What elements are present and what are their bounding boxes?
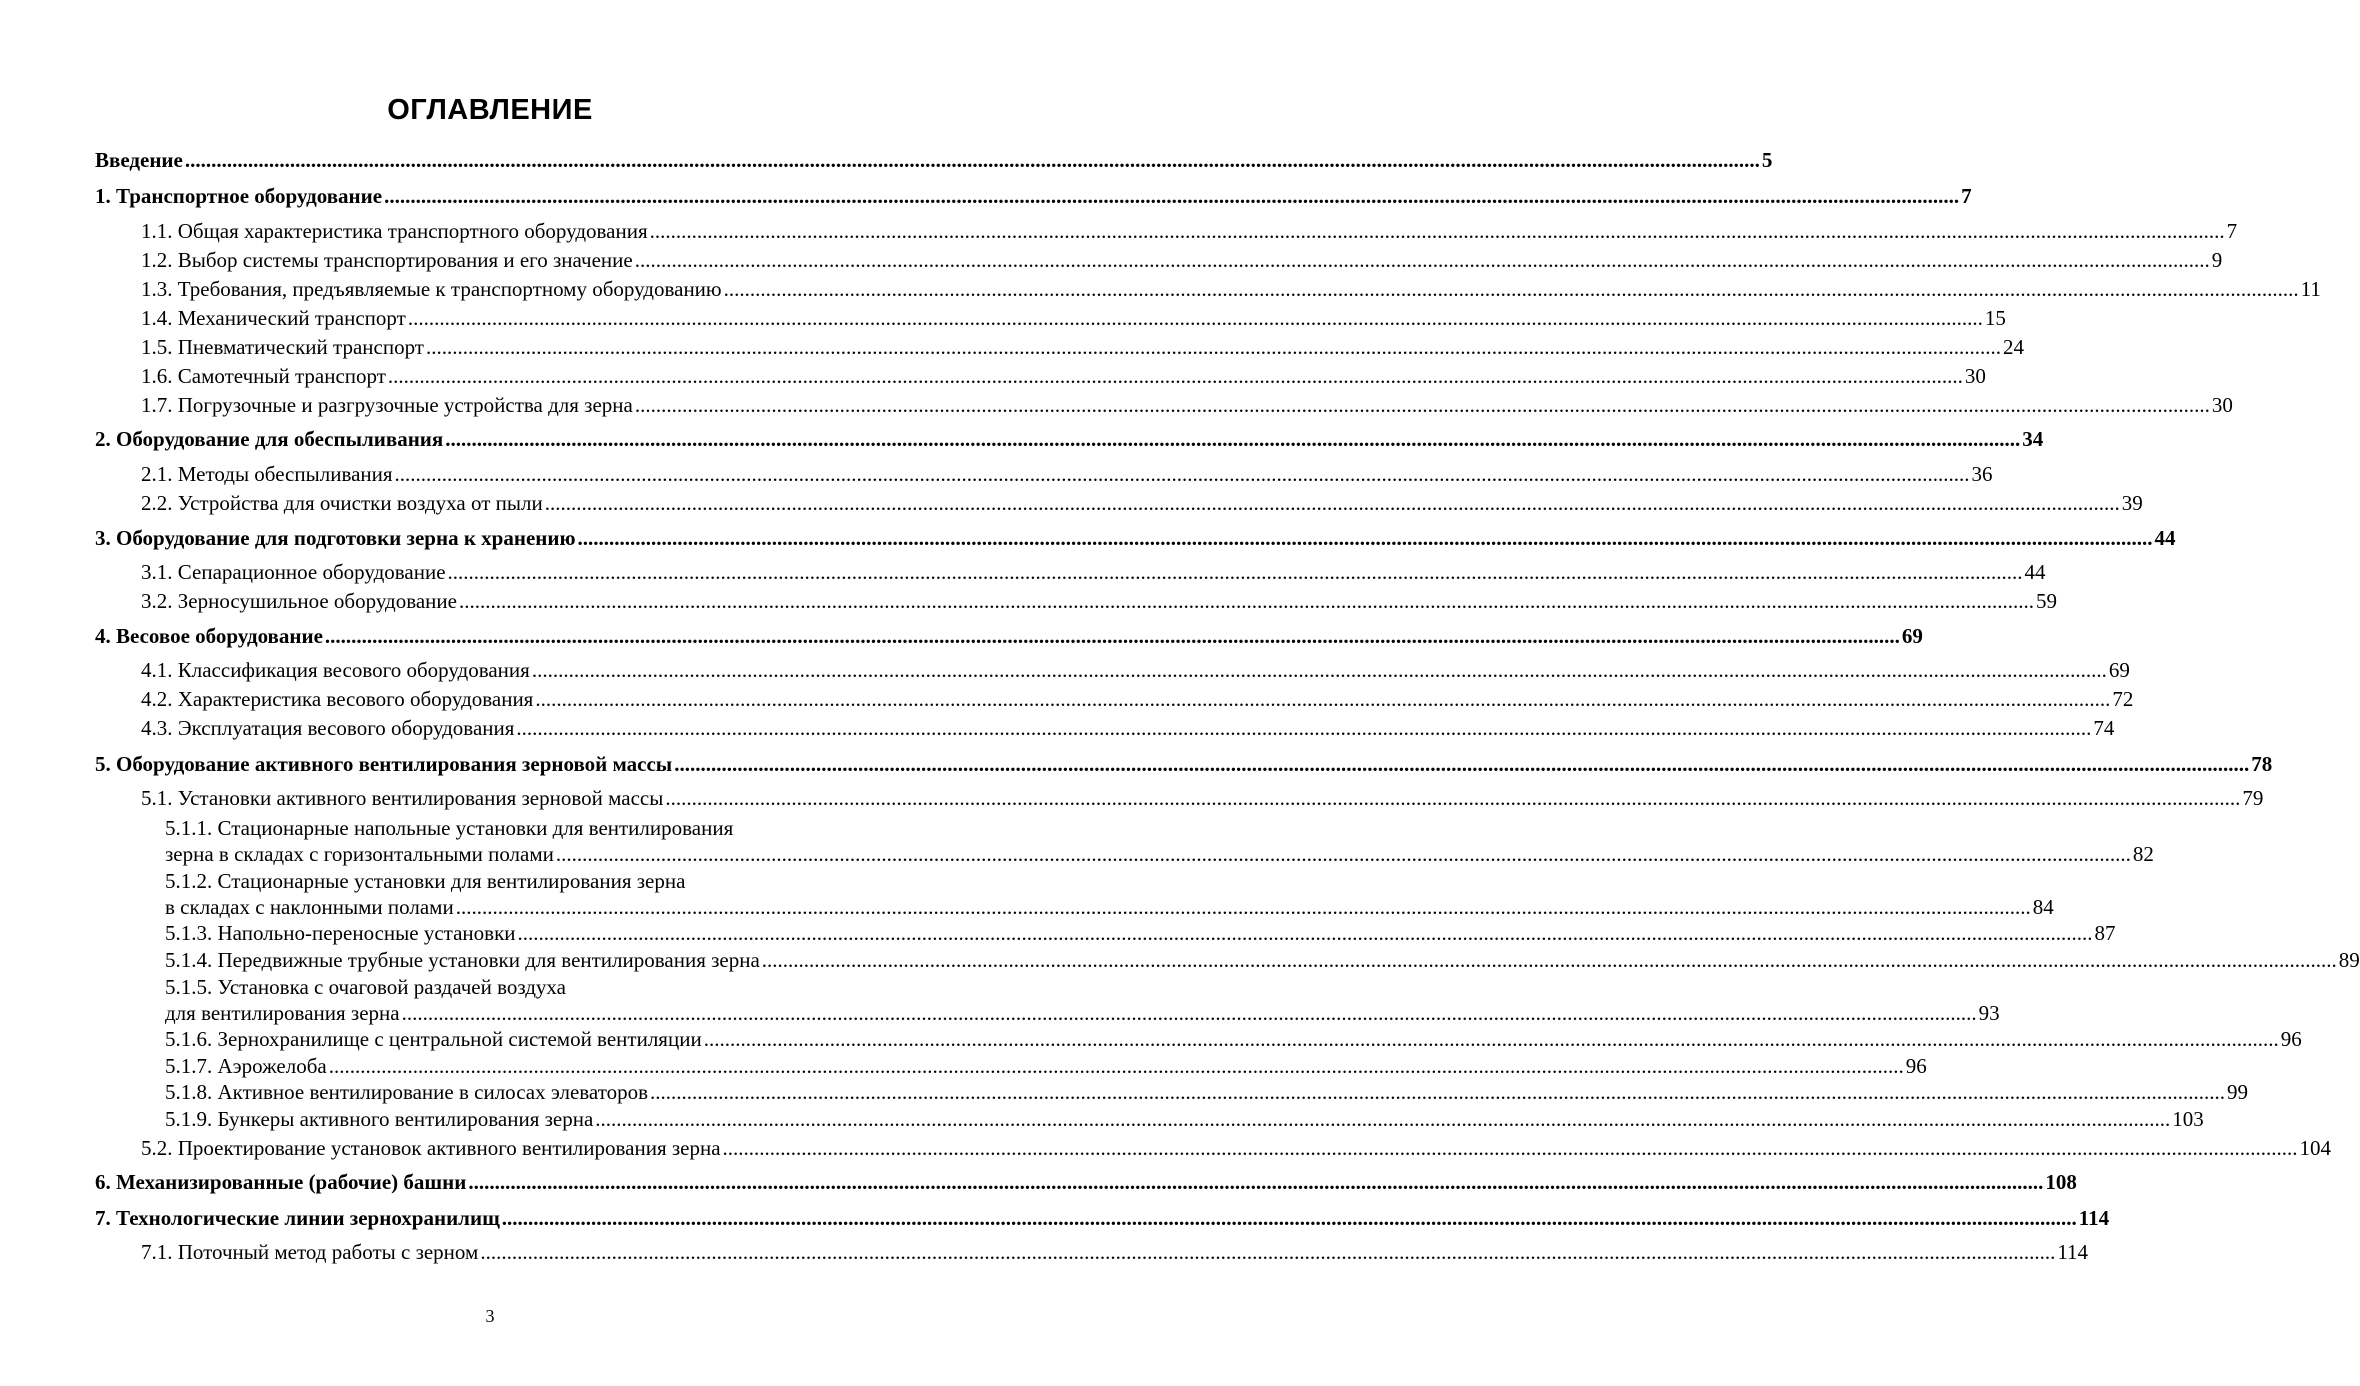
toc-entry-label: 6. Механизированные (рабочие) башни <box>95 1170 467 1194</box>
toc-page-number: 89 <box>2338 948 2360 972</box>
dot-leader: ............................................................................................................................................................................................................................................................................................................ <box>577 526 2153 550</box>
dot-leader: ............................................................................................................................................................................................................................................................................................................ <box>447 560 2023 584</box>
toc-page-number: 104 <box>2299 1136 2332 1160</box>
dot-leader: ............................................................................................................................................................................................................................................................................................................ <box>516 716 2092 740</box>
toc-entry-label: 2. Оборудование для обеспыливания <box>95 427 444 451</box>
toc-page-number: 78 <box>2251 752 2273 776</box>
toc-page-number: 114 <box>2057 1240 2089 1264</box>
toc-entry-label: 3. Оборудование для подготовки зерна к хранению <box>95 526 576 550</box>
toc-subsection[interactable] <box>165 841 2154 867</box>
toc-entry-label: 1.1. Общая характеристика транспортного оборудования <box>141 219 648 243</box>
toc-entry-label: 2.1. Методы обеспыливания <box>141 462 393 486</box>
page-number: 3 <box>485 1306 495 1326</box>
toc-chapter[interactable] <box>95 623 1923 649</box>
toc-page-number: 96 <box>2280 1027 2302 1051</box>
toc-entry-first-line: 5.1.5. Установка с очаговой раздачей воздуха <box>165 975 566 999</box>
toc-entry-label: зерна в складах с горизонтальными полами <box>165 842 554 866</box>
toc-subsection[interactable] <box>165 1053 1927 1079</box>
toc-section[interactable] <box>141 686 2134 712</box>
toc-entry-label: в складах с наклонными полами <box>165 895 454 919</box>
toc-chapter[interactable] <box>95 183 1972 209</box>
toc-section[interactable] <box>141 305 2006 331</box>
page-title: ОГЛАВЛЕНИЕ <box>387 94 593 126</box>
toc-section[interactable] <box>141 490 2143 516</box>
toc-section[interactable] <box>141 276 2321 302</box>
toc-section[interactable] <box>141 392 2233 418</box>
toc-entry-label: 5. Оборудование активного вентилирования зерновой массы <box>95 752 673 776</box>
toc-page-number: 108 <box>2045 1170 2077 1194</box>
toc-entry-label: 1.3. Требования, предъявляемые к транспортному оборудованию <box>141 277 722 301</box>
dot-leader: ............................................................................................................................................................................................................................................................................................................ <box>517 921 2093 945</box>
toc-entry-label: 1.6. Самотечный транспорт <box>141 364 386 388</box>
dot-leader: ............................................................................................................................................................................................................................................................................................................ <box>445 427 2021 451</box>
toc-entry-first-line: 5.1.1. Стационарные напольные установки для вентилирования <box>165 816 734 840</box>
toc-page-number: 44 <box>2154 526 2176 550</box>
dot-leader: ............................................................................................................................................................................................................................................................................................................ <box>425 335 2001 359</box>
dot-leader: ............................................................................................................................................................................................................................................................................................................ <box>634 248 2210 272</box>
dot-leader: ............................................................................................................................................................................................................................................................................................................ <box>674 752 2250 776</box>
toc-entry-label: 1.2. Выбор системы транспортирования и его значение <box>141 248 633 272</box>
dot-leader: ............................................................................................................................................................................................................................................................................................................ <box>531 658 2107 682</box>
toc-page-number: 15 <box>1984 306 2006 330</box>
dot-leader: ............................................................................................................................................................................................................................................................................................................ <box>761 948 2337 972</box>
toc-entry-label: 5.1.7. Аэрожелоба <box>165 1054 327 1078</box>
dot-leader: ............................................................................................................................................................................................................................................................................................................ <box>544 491 2120 515</box>
toc-page-number: 30 <box>2211 393 2233 417</box>
toc-entry-label: 5.1.6. Зернохранилище с центральной системой вентиляции <box>165 1027 702 1051</box>
toc-page-number: 11 <box>2300 277 2321 301</box>
toc-section[interactable] <box>141 218 2238 244</box>
toc-section[interactable] <box>141 461 1993 487</box>
toc-section[interactable] <box>141 1239 2089 1265</box>
toc-entry-label: 4. Весовое оборудование <box>95 624 323 648</box>
toc-subsection[interactable] <box>165 1106 2204 1132</box>
toc-page-number: 7 <box>1961 184 1972 208</box>
dot-leader: ............................................................................................................................................................................................................................................................................................................ <box>722 1136 2298 1160</box>
dot-leader: ............................................................................................................................................................................................................................................................................................................ <box>394 462 1970 486</box>
dot-leader: ............................................................................................................................................................................................................................................................................................................ <box>535 687 2111 711</box>
toc-section[interactable] <box>141 1135 2332 1161</box>
toc-page-number: 74 <box>2093 716 2115 740</box>
toc-page-number: 5 <box>1761 148 1773 172</box>
toc-subsection[interactable] <box>165 920 2116 946</box>
toc-entry-label: 2.2. Устройства для очистки воздуха от пыли <box>141 491 543 515</box>
toc-page-number: 69 <box>2108 658 2130 682</box>
toc-page-number: 84 <box>2032 895 2054 919</box>
dot-leader: ............................................................................................................................................................................................................................................................................................................ <box>595 1107 2171 1131</box>
toc-section[interactable] <box>141 588 2057 614</box>
toc-page-number: 103 <box>2172 1107 2204 1131</box>
toc-entry-label: 4.2. Характеристика весового оборудования <box>141 687 534 711</box>
toc-entry-label: 1. Транспортное оборудование <box>95 184 383 208</box>
toc-page-number: 59 <box>2035 589 2057 613</box>
toc-entry-label: 4.3. Эксплуатация весового оборудования <box>141 716 515 740</box>
toc-page-number: 30 <box>1964 364 1986 388</box>
toc-entry-label: 3.2. Зерносушильное оборудование <box>141 589 457 613</box>
toc-subsection[interactable] <box>165 1079 2249 1105</box>
toc-page-number: 44 <box>2024 560 2046 584</box>
dot-leader: ............................................................................................................................................................................................................................................................................................................ <box>401 1001 1977 1025</box>
toc-entry-label: 5.1.9. Бункеры активного вентилирования зерна <box>165 1107 594 1131</box>
toc-page-number: 24 <box>2002 335 2024 359</box>
toc-chapter[interactable] <box>95 1169 2077 1195</box>
toc-section[interactable] <box>141 247 2223 273</box>
dot-leader: ............................................................................................................................................................................................................................................................................................................ <box>387 364 1963 388</box>
toc-subsection[interactable] <box>165 1026 2302 1052</box>
toc-entry-label: 1.5. Пневматический транспорт <box>141 335 424 359</box>
toc-entry-label: 5.1.3. Напольно-переносные установки <box>165 921 516 945</box>
toc-page-number: 87 <box>2094 921 2116 945</box>
toc-chapter[interactable] <box>95 751 2273 777</box>
toc-entry-label: 5.1.8. Активное вентилирование в силосах элеваторов <box>165 1080 649 1104</box>
dot-leader: ............................................................................................................................................................................................................................................................................................................ <box>458 589 2034 613</box>
toc-section[interactable] <box>141 657 2130 683</box>
dot-leader: ............................................................................................................................................................................................................................................................................................................ <box>407 306 1983 330</box>
toc-page-number: 34 <box>2022 427 2044 451</box>
dot-leader: ............................................................................................................................................................................................................................................................................................................ <box>649 219 2225 243</box>
toc-section[interactable] <box>141 559 2046 585</box>
toc-entry-label: 3.1. Сепарационное оборудование <box>141 560 446 584</box>
toc-chapter[interactable] <box>95 525 2176 551</box>
toc-page-number: 72 <box>2112 687 2134 711</box>
toc-page-number: 114 <box>2078 1206 2110 1230</box>
toc-entry-label: 5.2. Проектирование установок активного вентилирования зерна <box>141 1136 721 1160</box>
toc-entry-label: 1.4. Механический транспорт <box>141 306 406 330</box>
dot-leader: ............................................................................................................................................................................................................................................................................................................ <box>184 148 1760 172</box>
toc-entry-label: 7.1. Поточный метод работы с зерном <box>141 1240 479 1264</box>
toc-entry-first-line: 5.1.2. Стационарные установки для вентилирования зерна <box>165 869 686 893</box>
toc-section[interactable] <box>141 715 2115 741</box>
toc-chapter[interactable] <box>95 1205 2110 1231</box>
toc-page-number: 39 <box>2121 491 2143 515</box>
toc-entry-label: Введение <box>95 148 183 172</box>
dot-leader: ............................................................................................................................................................................................................................................................................................................ <box>468 1170 2044 1194</box>
toc-subsection[interactable] <box>165 947 2360 973</box>
toc-section[interactable] <box>141 363 1986 389</box>
toc-entry-label: 5.1. Установки активного вентилирования зерновой массы <box>141 786 664 810</box>
toc-entry-label: 1.7. Погрузочные и разгрузочные устройства для зерна <box>141 393 633 417</box>
toc-entry-label: для вентилирования зерна <box>165 1001 400 1025</box>
toc-subsection[interactable] <box>165 1000 2000 1026</box>
toc-entry-label: 4.1. Классификация весового оборудования <box>141 658 530 682</box>
toc-page-number: 69 <box>1901 624 1923 648</box>
toc-page-number: 99 <box>2227 1080 2249 1104</box>
toc-chapter[interactable] <box>95 426 2044 452</box>
dot-leader: ............................................................................................................................................................................................................................................................................................................ <box>384 184 1960 208</box>
dot-leader: ............................................................................................................................................................................................................................................................................................................ <box>501 1206 2077 1230</box>
dot-leader: ............................................................................................................................................................................................................................................................................................................ <box>703 1027 2279 1051</box>
toc-page-number: 9 <box>2211 248 2223 272</box>
dot-leader: ............................................................................................................................................................................................................................................................................................................ <box>650 1080 2226 1104</box>
toc-chapter[interactable] <box>95 147 1773 173</box>
dot-leader: ............................................................................................................................................................................................................................................................................................................ <box>328 1054 1904 1078</box>
toc-page-number: 96 <box>1905 1054 1927 1078</box>
toc-page-number: 82 <box>2132 842 2154 866</box>
dot-leader: ............................................................................................................................................................................................................................................................................................................ <box>455 895 2031 919</box>
toc-page-number: 36 <box>1971 462 1993 486</box>
dot-leader: ............................................................................................................................................................................................................................................................................................................ <box>324 624 1900 648</box>
toc-entry-label: 7. Технологические линии зернохранилищ <box>95 1206 500 1230</box>
toc-section[interactable] <box>141 785 2264 811</box>
toc-page-number: 79 <box>2242 786 2264 810</box>
dot-leader: ............................................................................................................................................................................................................................................................................................................ <box>665 786 2241 810</box>
toc-entry-label: 5.1.4. Передвижные трубные установки для вентилирования зерна <box>165 948 760 972</box>
dot-leader: ............................................................................................................................................................................................................................................................................................................ <box>723 277 2299 301</box>
toc-section[interactable] <box>141 334 2024 360</box>
dot-leader: ............................................................................................................................................................................................................................................................................................................ <box>634 393 2210 417</box>
toc-page-number: 7 <box>2226 219 2238 243</box>
dot-leader: ............................................................................................................................................................................................................................................................................................................ <box>555 842 2131 866</box>
dot-leader: ............................................................................................................................................................................................................................................................................................................ <box>480 1240 2056 1264</box>
toc-page-number: 93 <box>1978 1001 2000 1025</box>
toc-subsection[interactable] <box>165 894 2054 920</box>
